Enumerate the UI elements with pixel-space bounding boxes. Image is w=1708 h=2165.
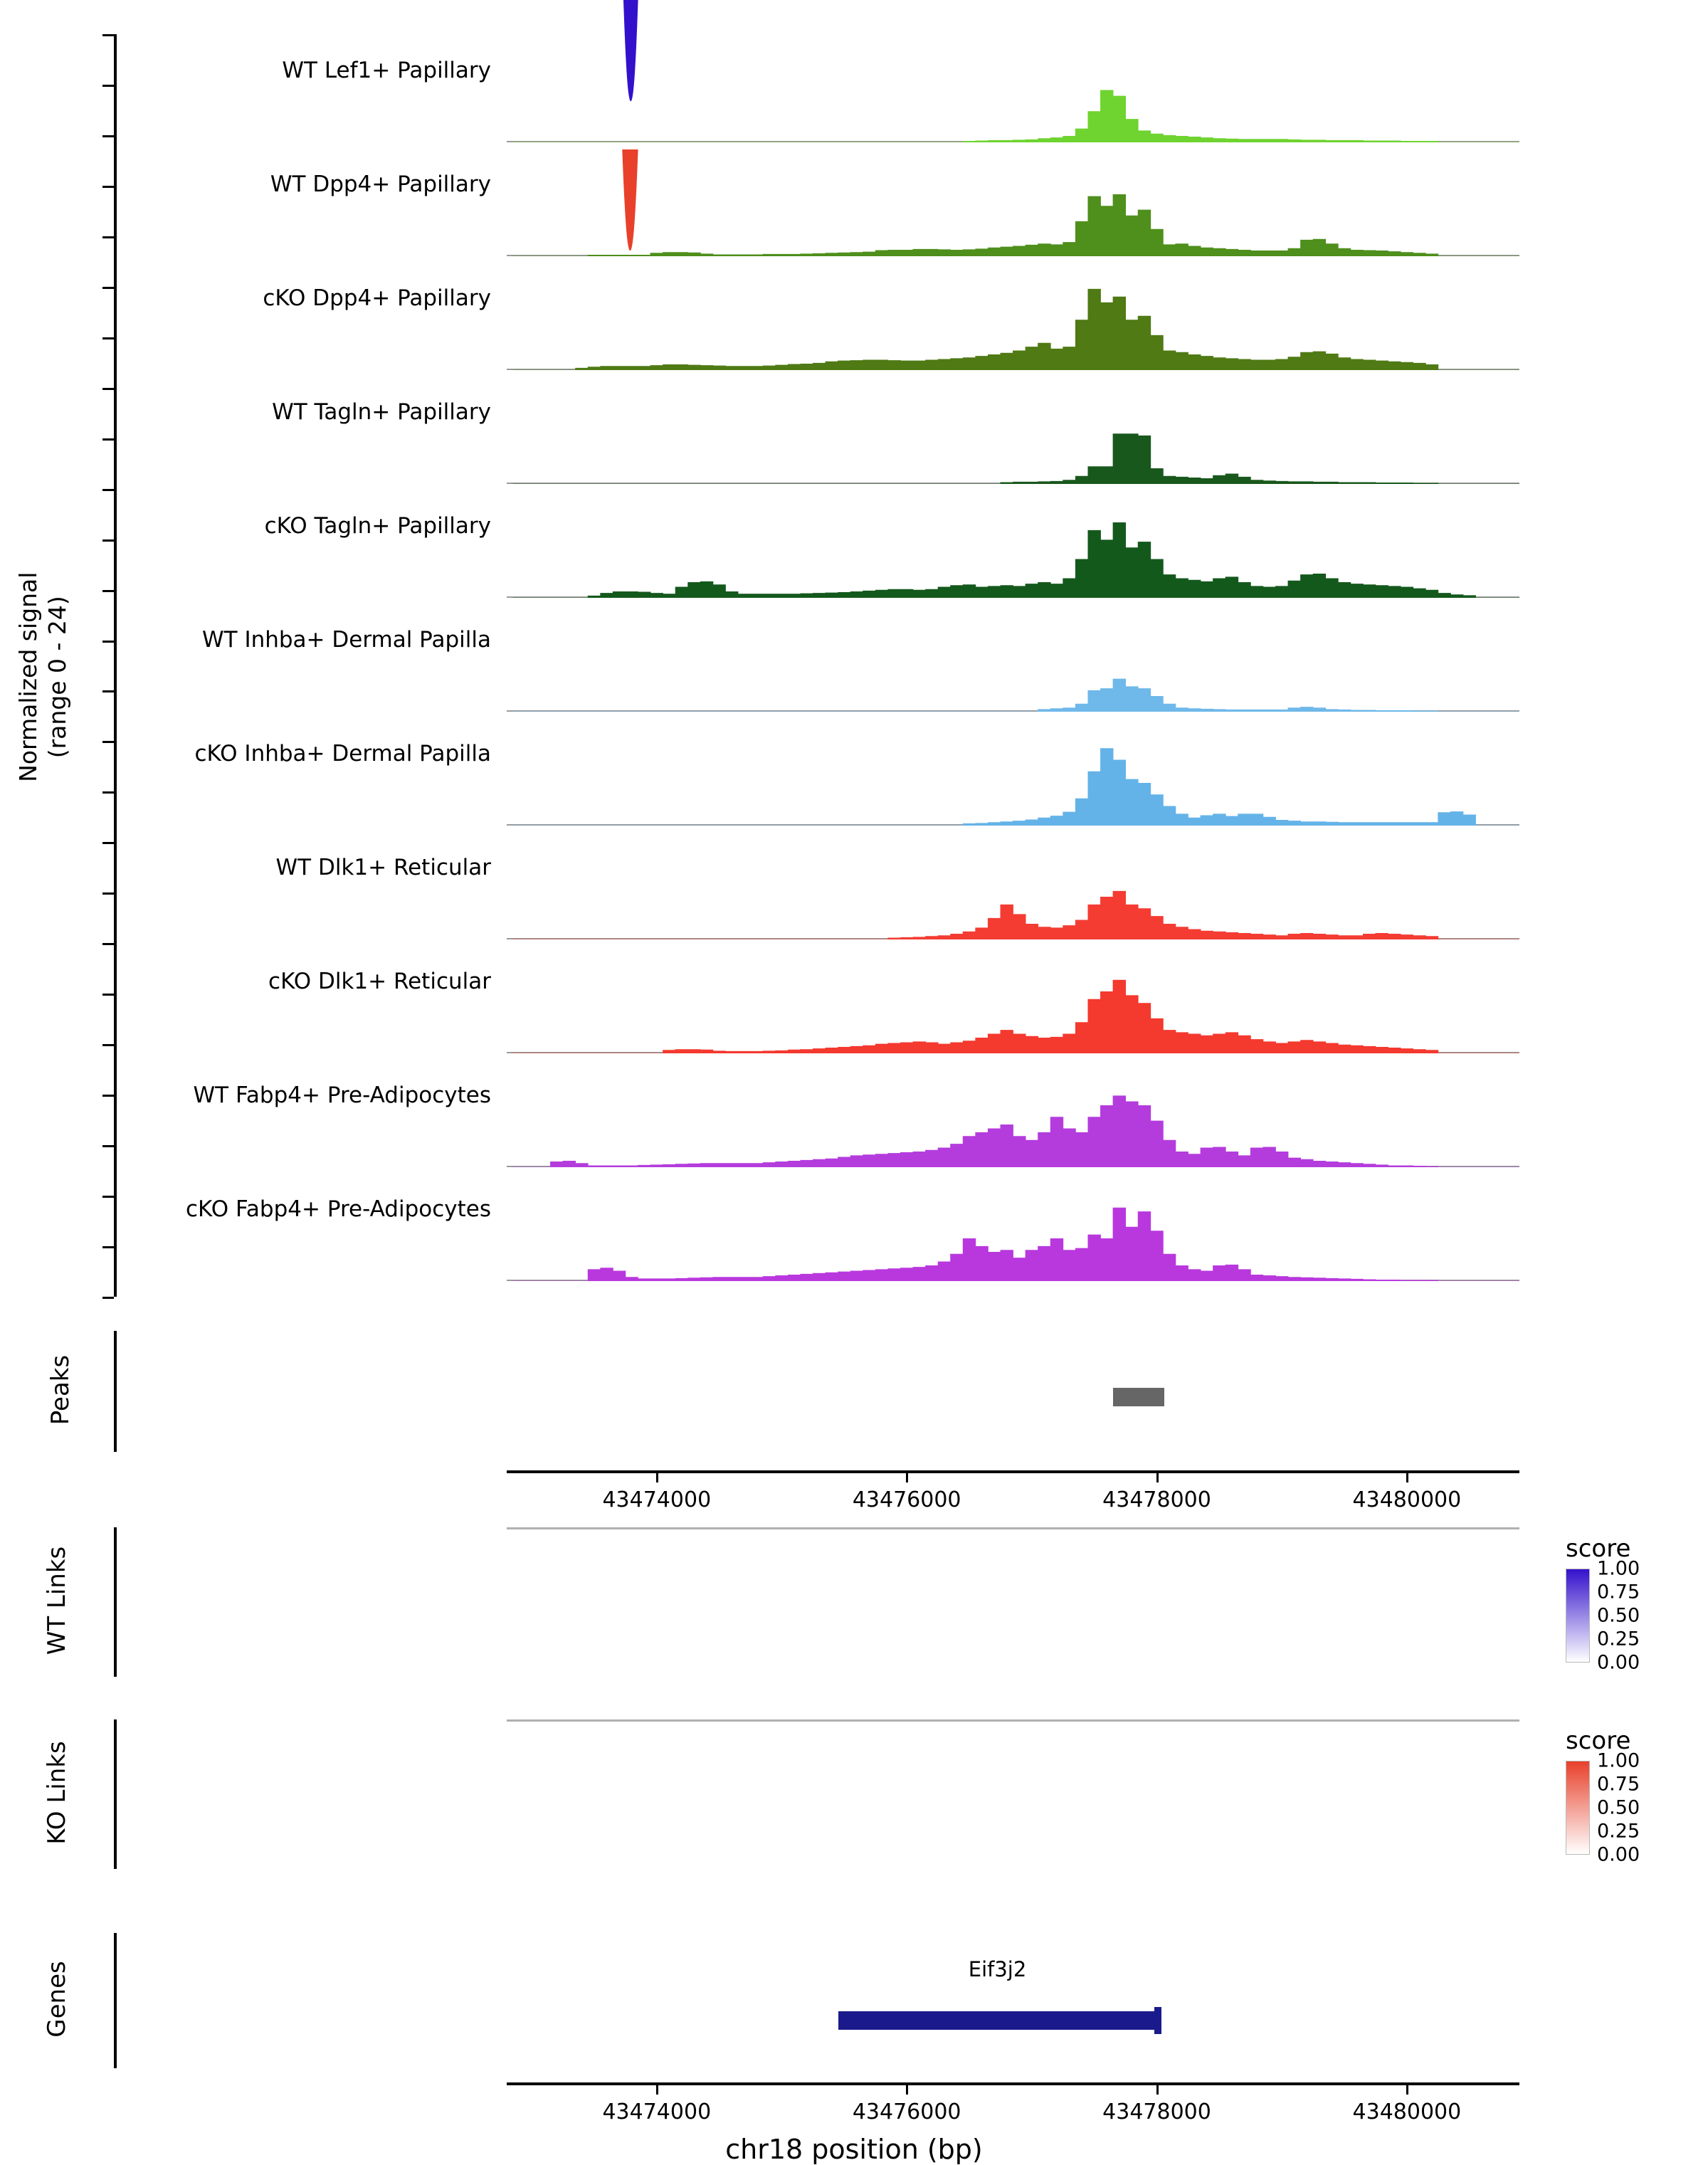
peaks-panel-spine: [114, 1331, 117, 1452]
track-label-0: WT Lef1+ Papillary: [282, 57, 491, 83]
gene-name-label: Eif3j2: [968, 1957, 1027, 1982]
track-label-7: WT Dlk1+ Reticular: [275, 854, 491, 880]
coverage-area: [507, 619, 1519, 712]
x-axis-tick-top-0: [656, 1473, 658, 1482]
track-label-5: WT Inhba+ Dermal Papilla: [202, 626, 491, 653]
links-panel-spine-wt: [114, 1527, 117, 1677]
peak-region: [1113, 1388, 1164, 1406]
axis-tick: [102, 539, 114, 542]
track-label-10: cKO Fabp4+ Pre-Adipocytes: [186, 1196, 491, 1222]
axis-tick: [102, 34, 114, 36]
links-panel-label-wt: WT Links: [43, 1546, 71, 1655]
x-axis-tick-label-bottom-0: 43474000: [602, 2100, 712, 2124]
x-axis-tick-label-top-1: 43476000: [852, 1487, 961, 1512]
axis-tick: [102, 1044, 114, 1046]
axis-tick: [102, 236, 114, 238]
track-label-9: WT Fabp4+ Pre-Adipocytes: [193, 1082, 491, 1108]
axis-tick: [102, 943, 114, 945]
coverage-area: [507, 1189, 1519, 1281]
x-axis-tick-label-bottom-2: 43478000: [1102, 2100, 1211, 2124]
x-axis-tick-top-1: [906, 1473, 908, 1482]
axis-tick: [102, 1196, 114, 1198]
track-label-3: WT Tagln+ Papillary: [272, 399, 491, 425]
y-axis-label: [14, 527, 73, 826]
axis-tick: [102, 641, 114, 643]
axis-tick: [102, 438, 114, 441]
legend-title: score: [1566, 1727, 1631, 1755]
score-legend-1: [1566, 1727, 1675, 1866]
links-baseline-ko: [507, 1719, 1519, 1722]
y-axis-label-line1: Normalized signal: [14, 571, 42, 782]
legend-tick-label: 0.00: [1597, 1843, 1640, 1866]
legend-colorbar: [1566, 1761, 1590, 1855]
x-axis-tick-top-2: [1156, 1473, 1159, 1482]
links-baseline-wt: [507, 1527, 1519, 1529]
coverage-track: [507, 505, 1519, 598]
legend-tick-label: 0.00: [1597, 1651, 1640, 1674]
x-axis-tick-label-top-0: 43474000: [602, 1487, 712, 1512]
legend-ticks: [1597, 1749, 1675, 1866]
legend-title: score: [1566, 1534, 1631, 1563]
x-axis-line-bottom: [507, 2082, 1519, 2085]
genes-panel-label: Genes: [43, 1961, 71, 2038]
track-label-6: cKO Inhba+ Dermal Papilla: [194, 740, 491, 767]
x-axis-tick-top-3: [1406, 1473, 1408, 1482]
gene-body: [838, 2011, 1157, 2030]
x-axis-tick-bottom-1: [906, 2085, 908, 2095]
y-axis-label-line2: (range 0 - 24): [43, 596, 71, 759]
links-panel-label-ko: KO Links: [43, 1741, 71, 1845]
legend-tick-label: 0.25: [1597, 1820, 1640, 1843]
legend-body: [1566, 1749, 1675, 1866]
axis-tick: [102, 287, 114, 289]
coverage-area: [507, 961, 1519, 1053]
axis-tick: [102, 135, 114, 137]
axis-tick: [102, 842, 114, 844]
axis-tick: [102, 1246, 114, 1248]
legend-tick-label: 1.00: [1597, 1557, 1640, 1580]
track-label-4: cKO Tagln+ Papillary: [264, 512, 491, 539]
coverage-area: [507, 505, 1519, 598]
legend-tick-label: 0.75: [1597, 1581, 1640, 1603]
x-axis-tick-bottom-3: [1406, 2085, 1408, 2095]
axis-tick: [102, 489, 114, 491]
track-label-8: cKO Dlk1+ Reticular: [268, 968, 491, 994]
axis-tick: [102, 337, 114, 339]
peaks-panel-label: Peaks: [46, 1354, 75, 1426]
axis-tick: [102, 1297, 114, 1299]
x-axis-tick-label-top-2: 43478000: [1102, 1487, 1211, 1512]
axis-tick: [102, 1145, 114, 1147]
axis-tick: [102, 85, 114, 87]
axis-tick: [102, 388, 114, 390]
legend-tick-label: 1.00: [1597, 1749, 1640, 1772]
axis-tick: [102, 590, 114, 592]
coverage-axis-spine: [114, 34, 117, 1297]
genes-panel-spine: [114, 1933, 117, 2068]
x-axis-tick-label-top-3: 43480000: [1352, 1487, 1462, 1512]
track-label-2: cKO Dpp4+ Papillary: [263, 285, 491, 311]
coverage-track: [507, 847, 1519, 939]
axis-tick: [102, 791, 114, 794]
track-label-1: WT Dpp4+ Papillary: [270, 171, 491, 197]
legend-tick-label: 0.50: [1597, 1796, 1640, 1819]
coverage-area: [507, 1075, 1519, 1167]
coverage-area: [507, 391, 1519, 484]
axis-tick: [102, 1095, 114, 1097]
coverage-track: [507, 619, 1519, 712]
coverage-track: [507, 1189, 1519, 1281]
axis-tick: [102, 186, 114, 188]
x-axis-tick-label-bottom-1: 43476000: [852, 2100, 961, 2124]
legend-tick-label: 0.75: [1597, 1773, 1640, 1796]
coverage-area: [507, 847, 1519, 939]
legend-tick-label: 0.25: [1597, 1628, 1640, 1650]
coverage-track: [507, 278, 1519, 370]
coverage-track: [507, 733, 1519, 826]
coverage-track: [507, 50, 1519, 142]
axis-tick: [102, 690, 114, 692]
x-axis-title: chr18 position (bp): [725, 2134, 983, 2165]
coverage-area: [507, 278, 1519, 370]
coverage-track: [507, 164, 1519, 256]
legend-tick-label: 0.50: [1597, 1604, 1640, 1627]
x-axis-tick-label-bottom-3: 43480000: [1352, 2100, 1462, 2124]
coverage-area: [507, 733, 1519, 826]
gene-strand-arrow-icon: [1154, 2007, 1161, 2034]
legend-colorbar: [1566, 1569, 1590, 1663]
coverage-track: [507, 961, 1519, 1053]
coverage-area: [507, 164, 1519, 256]
axis-tick: [102, 741, 114, 743]
coverage-area: [507, 50, 1519, 142]
legend-ticks: [1597, 1557, 1675, 1674]
links-panel-spine-ko: [114, 1719, 117, 1869]
score-legend-0: [1566, 1534, 1675, 1674]
legend-body: [1566, 1557, 1675, 1674]
x-axis-tick-bottom-2: [1156, 2085, 1159, 2095]
axis-tick: [102, 994, 114, 996]
coverage-track: [507, 391, 1519, 484]
x-axis-line-top: [507, 1470, 1519, 1473]
coverage-track: [507, 1075, 1519, 1167]
axis-tick: [102, 892, 114, 895]
x-axis-tick-bottom-0: [656, 2085, 658, 2095]
